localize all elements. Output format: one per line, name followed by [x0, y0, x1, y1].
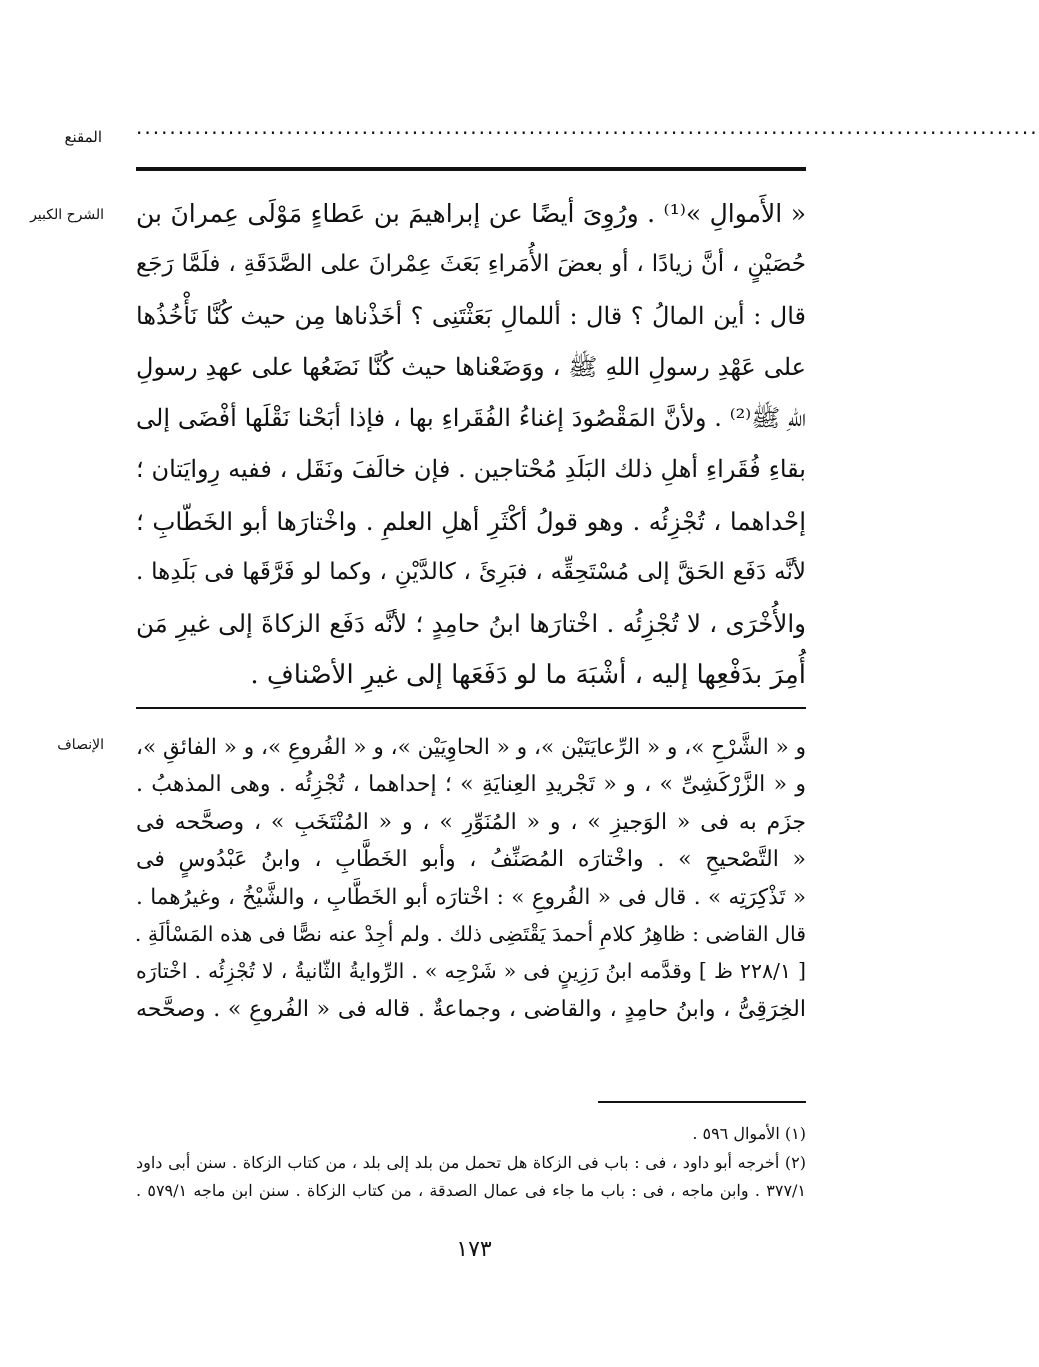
- text-line: « تَذْكِرَتِه » . قال فى « الفُروعِ » : اخْتارَه أبو الخَطَّابِ ، والشَّيْخُ ، وغيرُهما .: [136, 884, 806, 910]
- text-line: جزَم به فى « الوَجيزِ » ، و « المُنَوِّرِ » ، و « المُنْتَخَبِ » ، وصحَّحه فى: [136, 809, 806, 835]
- header-dotted-leader: ············································································································: [136, 121, 1039, 145]
- footnote-rule: [598, 1101, 806, 1103]
- text-line: على عَهْدِ رسولِ اللهِ ﷺ ، ووَضَعْناها حيث كُنَّا نَضَعُها على عهدِ رسولِ: [136, 352, 806, 381]
- text-line: إحْداهما ، تُجْزِئُه . وهو قولُ أكْثَرِ أهلِ العلمِ . واخْتارَها أبو الخَطّابِ ؛: [136, 506, 806, 536]
- running-header-title: المقنع: [64, 128, 102, 146]
- text-line: قال القاضى : ظاهِرُ كلامِ أحمدَ يَقْتَضِى ذلك . ولم أجِدْ عنه نصًّا فى هذه المَسْألَةِ .: [134, 921, 806, 946]
- text-line: [ ٢٢٨/١ ظ ] وقدَّمه ابنُ رَزِينٍ فى « شَرْحِه » . الرِّوايةُ الثّانيةُ ، لا تُجْزِئُه . اخْتارَه: [136, 959, 807, 984]
- text-line: حُصَيْنٍ ، أنَّ زيادًا ، أو بعضَ الأُمَراءِ بَعَثَ عِمْرانَ على الصَّدَقَةِ ، فلَمَّا رَجَع: [136, 251, 806, 278]
- main-section-label: الشرح الكبير: [30, 207, 104, 223]
- insaf-text-block: [136, 729, 806, 1028]
- text-line: و « الزَّرْكَشِىِّ » ، و « تَجْريدِ العِنايَةِ » ؛ إحداهما ، تُجْزِئُه . وهى المذهبُ .: [136, 772, 806, 798]
- footnote-line: ٣٧٧/١ . وابن ماجه ، فى : باب ما جاء فى عمال الصدقة ، من كتاب الزكاة . سنن ابن ماجه ٥٧٩/١ .: [136, 1181, 807, 1200]
- text-line: لأنَّه دَفَع الحَقَّ إلى مُسْتَحِقِّه ، فبَرِئَ ، كالدَّيْنِ ، وكما لو فَرَّقَها فى بَلَدِها .: [136, 559, 806, 586]
- footnote-line: (١) الأموال ٥٩٦ .: [692, 1124, 806, 1143]
- text-line: و « الشَّرْحِ »، و « الرِّعايَتَيْن »، و « الحاوِيَيْن »، و « الفُروعِ »، و « الفائقِ »،: [136, 735, 806, 760]
- text-line: « التَّصْحيحِ » . واخْتارَه المُصَنِّفُ ، وأبو الخَطَّابِ ، وابنُ عَبْدُوسٍ فى: [136, 847, 806, 873]
- section-divider: [136, 707, 806, 709]
- insaf-section-label: الإنصاف: [57, 737, 104, 753]
- footnote-line: (٢) أخرجه أبو داود ، فى : باب فى الزكاة هل تحمل من بلد إلى بلد ، من كتاب الزكاة . سنن أبى داود: [136, 1152, 806, 1172]
- text-line: والأُخْرَى ، لا تُجْزِئُه . اخْتارَها ابنُ حامِدٍ ؛ لأنَّه دَفَع الزكاةَ إلى غيرِ مَن: [136, 609, 806, 639]
- text-line: قال : أين المالُ ؟ قال : أللمالِ بَعَثْتَنِى ؟ أخَذْناها مِن حيث كُنَّا نَأْخُذُها: [136, 301, 806, 330]
- page-number: ١٧٣: [456, 1237, 492, 1262]
- main-text-block: [136, 188, 806, 701]
- text-line: بقاءِ فُقَراءِ أهلِ ذلك البَلَدِ مُحْتاجين . فإن خالَفَ ونَقَل ، ففيه رِوايَتان ؛: [136, 455, 806, 484]
- text-line: الخِرَقِىُّ ، وابنُ حامِدٍ ، والقاضى ، وجماعةٌ . قاله فى « الفُروعِ » . وصحَّحه: [136, 996, 806, 1022]
- footnotes-block: [136, 1120, 806, 1206]
- text-line: اللهِ ﷺ⁽²⁾ . ولأنَّ المَقْصُودَ إغناءُ الفُقَراءِ بها ، فإذا أبَحْنا نَقْلَها أفْضَى إلى: [136, 404, 806, 433]
- header-rule: [136, 167, 806, 171]
- text-line: أُمِرَ بدَفْعِها إليه ، أشْبَهَ ما لو دَفَعَها إلى غيرِ الأصْنافِ .: [250, 659, 806, 690]
- text-line: « الأَموالِ »⁽¹⁾ . ورُوِىَ أيضًا عن إبراهيمَ بن عَطاءٍ مَوْلَى عِمرانَ بن: [136, 199, 806, 228]
